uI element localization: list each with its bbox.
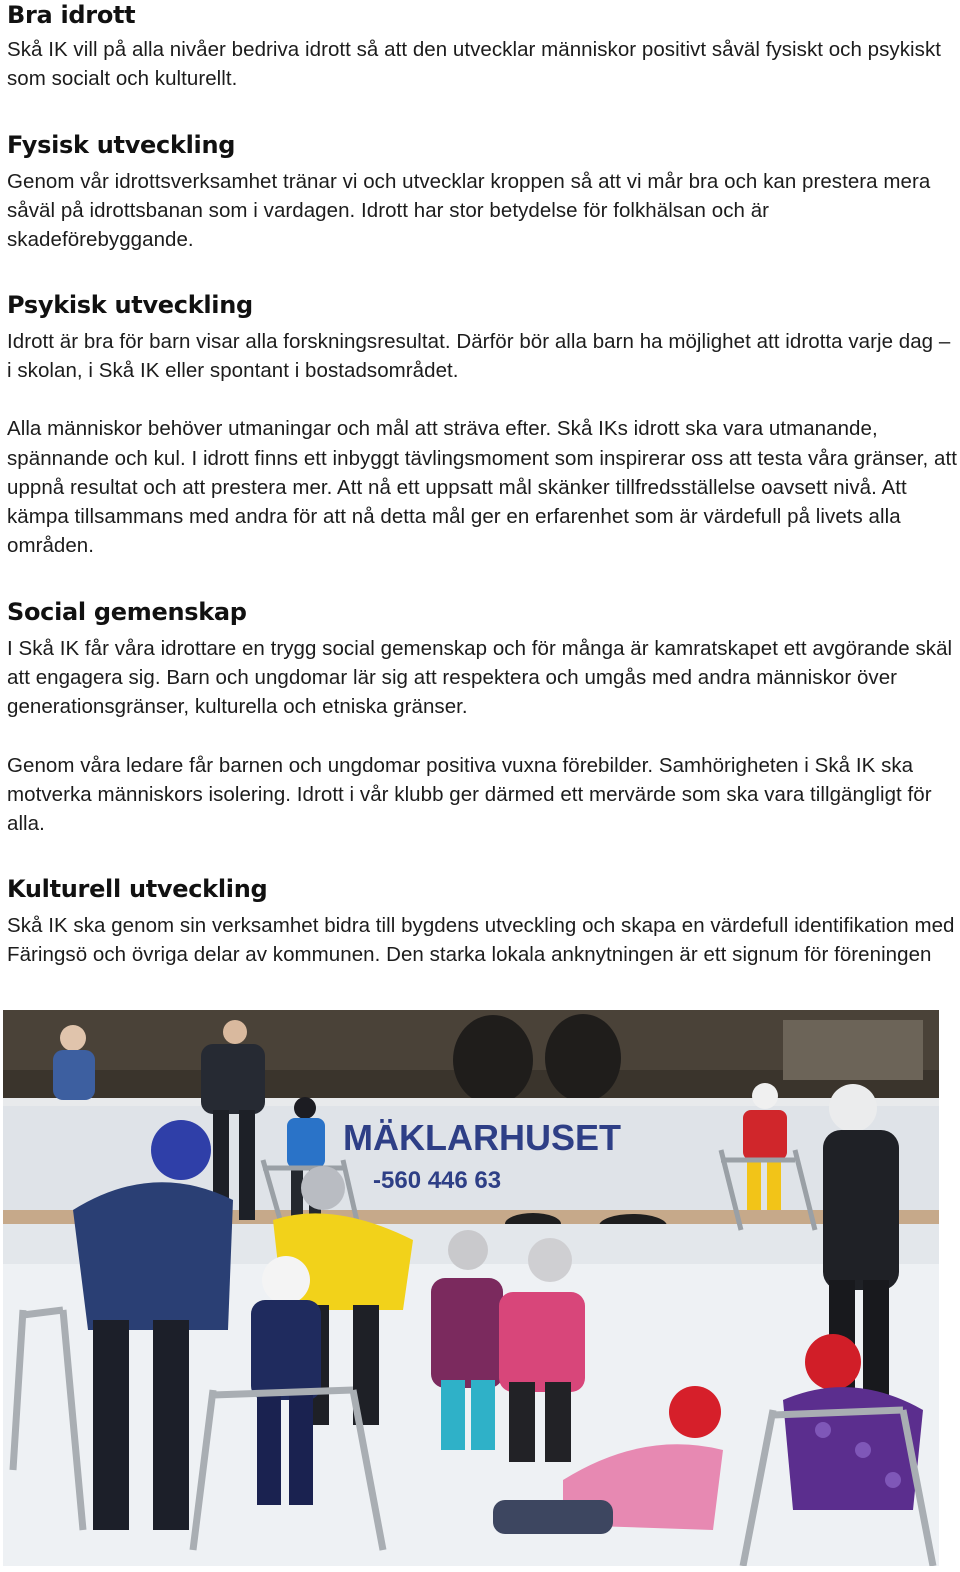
section-psykisk-utveckling bbox=[7, 290, 957, 560]
sign-phone: -560 446 63 bbox=[373, 1167, 502, 1194]
section-heading: Social gemenskap bbox=[7, 598, 247, 626]
section-paragraph: Idrott är bra för barn visar alla forskningsresultat. Därför bör alla barn ha möjlighet att idrotta varje dag – i skolan, i Skå IK eller spontant i bostadsområdet. bbox=[7, 330, 951, 383]
ice-rink-illustration bbox=[3, 1010, 939, 1566]
section-paragraph: Genom våra ledare får barnen och ungdomar positiva vuxna förebilder. Samhörigheten i Skå IK ska motverka människors isolering. Idrott i vår klubb ger därmed ett mervärde som ska vara tillgängligt för alla. bbox=[7, 753, 932, 836]
section-paragraph: Skå IK ska genom sin verksamhet bidra till bygdens utveckling och skapa en värdefull identifikation med Färingsö och övriga delar av kommunen. Den starka lokala anknytningen är ett signum för föreningen bbox=[7, 914, 955, 967]
section-social-gemenskap bbox=[7, 597, 957, 838]
sign-text: MÄKLARHUSET bbox=[343, 1117, 621, 1158]
section-heading: Bra idrott bbox=[7, 1, 136, 29]
section-kulturell-utveckling bbox=[7, 874, 957, 969]
section-bra-idrott bbox=[7, 0, 957, 93]
section-paragraph: Alla människor behöver utmaningar och mål att sträva efter. Skå IKs idrott ska vara utmanande, spännande och kul. I idrott finns ett inbyggt tävlingsmoment som inspirerar oss att testa våra gränser, att uppnå resultat och att prestera mer. Att nå ett uppsatt mål skänker tillfredsställelse oavsett nivå. Att kämpa tillsammans med andra för att nå detta mål ger en erfarenhet som är värdefull på livets alla områden. bbox=[7, 417, 957, 558]
ice-rink-photo bbox=[3, 1010, 939, 1566]
section-heading: Fysisk utveckling bbox=[7, 131, 236, 159]
section-heading: Psykisk utveckling bbox=[7, 291, 253, 319]
section-paragraph: Genom vår idrottsverksamhet tränar vi och utvecklar kroppen så att vi mår bra och kan prestera mera såväl på idrottsbanan som i vardagen. Idrott har stor betydelse för folkhälsan och är skadeförebyggande. bbox=[7, 170, 931, 252]
section-paragraph: I Skå IK får våra idrottare en trygg social gemenskap och för många är kamratskapet ett avgörande skäl att engagera sig. Barn och ungdomar lär sig att respektera och umgås med andra människor över generationsgränser, kulturella och etniska gränser. bbox=[7, 637, 953, 719]
section-fysisk-utveckling bbox=[7, 130, 957, 255]
section-paragraph: Skå IK vill på alla nivåer bedriva idrott så att den utvecklar människor positivt såväl fysiskt och psykiskt som socialt och kulturellt. bbox=[7, 38, 941, 91]
section-heading: Kulturell utveckling bbox=[7, 875, 268, 903]
